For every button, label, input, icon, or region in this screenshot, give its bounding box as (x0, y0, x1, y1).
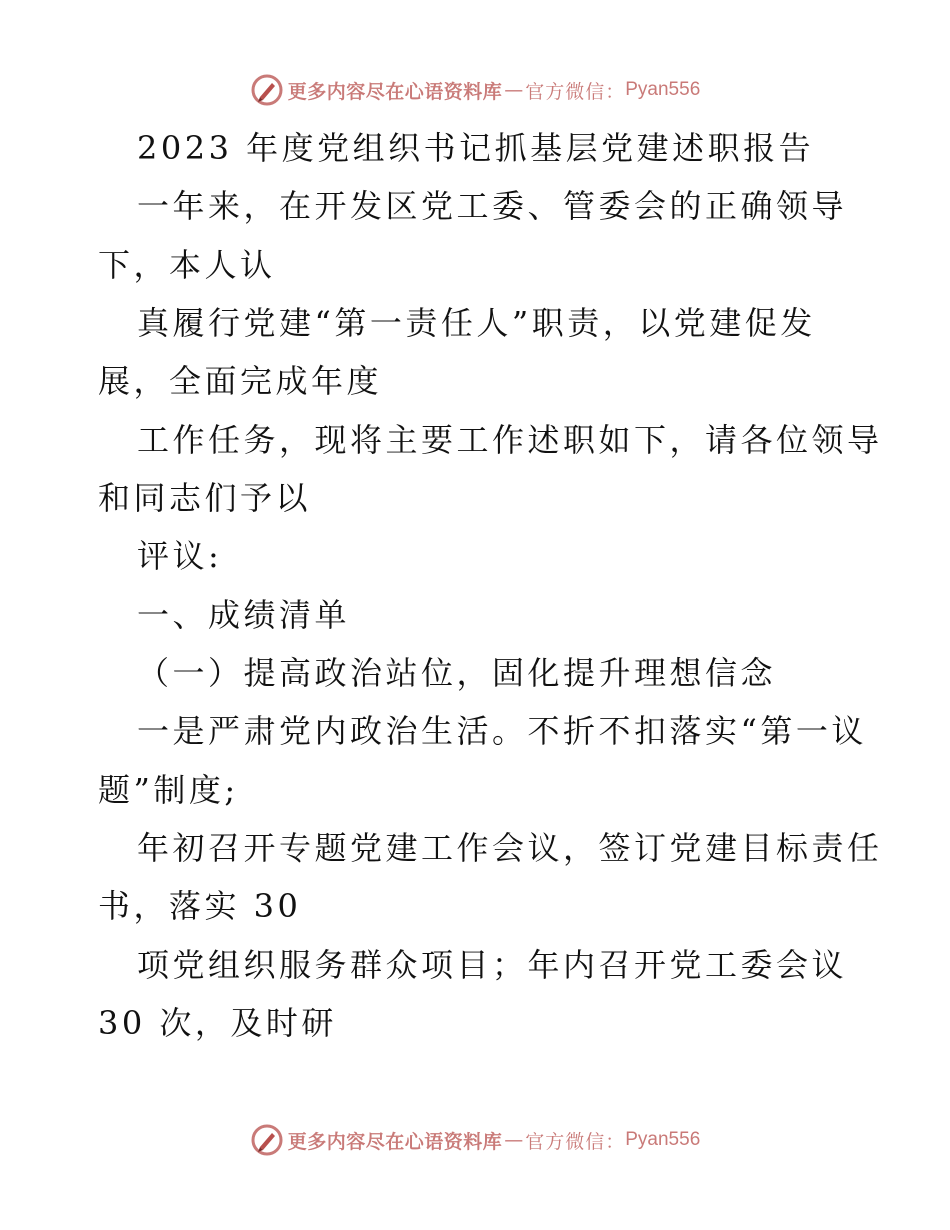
paragraph-line: 评议: (137, 537, 223, 575)
watermark-separator: — (504, 79, 524, 101)
paragraph-line: 30 次，及时研 (98, 1004, 337, 1042)
paragraph-line: 年初召开专题党建工作会议，签订党建目标责任 (137, 829, 883, 867)
pen-logo-icon (250, 73, 284, 107)
paragraph-line: 展，全面完成年度 (98, 362, 383, 400)
paragraph-line: 真履行党建“第一责任人”职责，以党建促发 (137, 304, 816, 342)
paragraph-line: 一年来，在开发区党工委、管委会的正确领导 (137, 187, 848, 225)
header-watermark (0, 70, 950, 110)
section-heading: 一、成绩清单 (137, 596, 351, 634)
paragraph-line: 项党组织服务群众项目；年内召开党工委会议 (137, 946, 848, 984)
watermark-wechat-label: 官方微信： (525, 80, 626, 103)
footer-watermark (0, 1120, 950, 1160)
watermark-site-text: 更多内容尽在心语资料库 (287, 80, 503, 103)
subsection-heading: （一）提高政治站位，固化提升理想信念 (137, 654, 777, 692)
watermark-wechat-id: Pyan556 (625, 1129, 701, 1150)
paragraph-line: 书，落实 30 (98, 887, 302, 925)
watermark-site-text: 更多内容尽在心语资料库 (287, 1130, 503, 1153)
paragraph-line: 题”制度; (98, 771, 239, 809)
watermark-wechat-label: 官方微信： (525, 1130, 626, 1153)
watermark-wechat-id: Pyan556 (625, 79, 701, 100)
paragraph-line: 下，本人认 (98, 246, 276, 284)
document-title: 2023 年度党组织书记抓基层党建述职报告 (137, 129, 815, 167)
paragraph-line: 一是严肃党内政治生活。不折不扣落实“第一议 (137, 712, 867, 750)
paragraph-line: 工作任务，现将主要工作述职如下，请各位领导 (137, 421, 883, 459)
pen-logo-icon (250, 1123, 284, 1157)
watermark-separator: — (504, 1129, 524, 1151)
paragraph-line: 和同志们予以 (98, 479, 312, 517)
